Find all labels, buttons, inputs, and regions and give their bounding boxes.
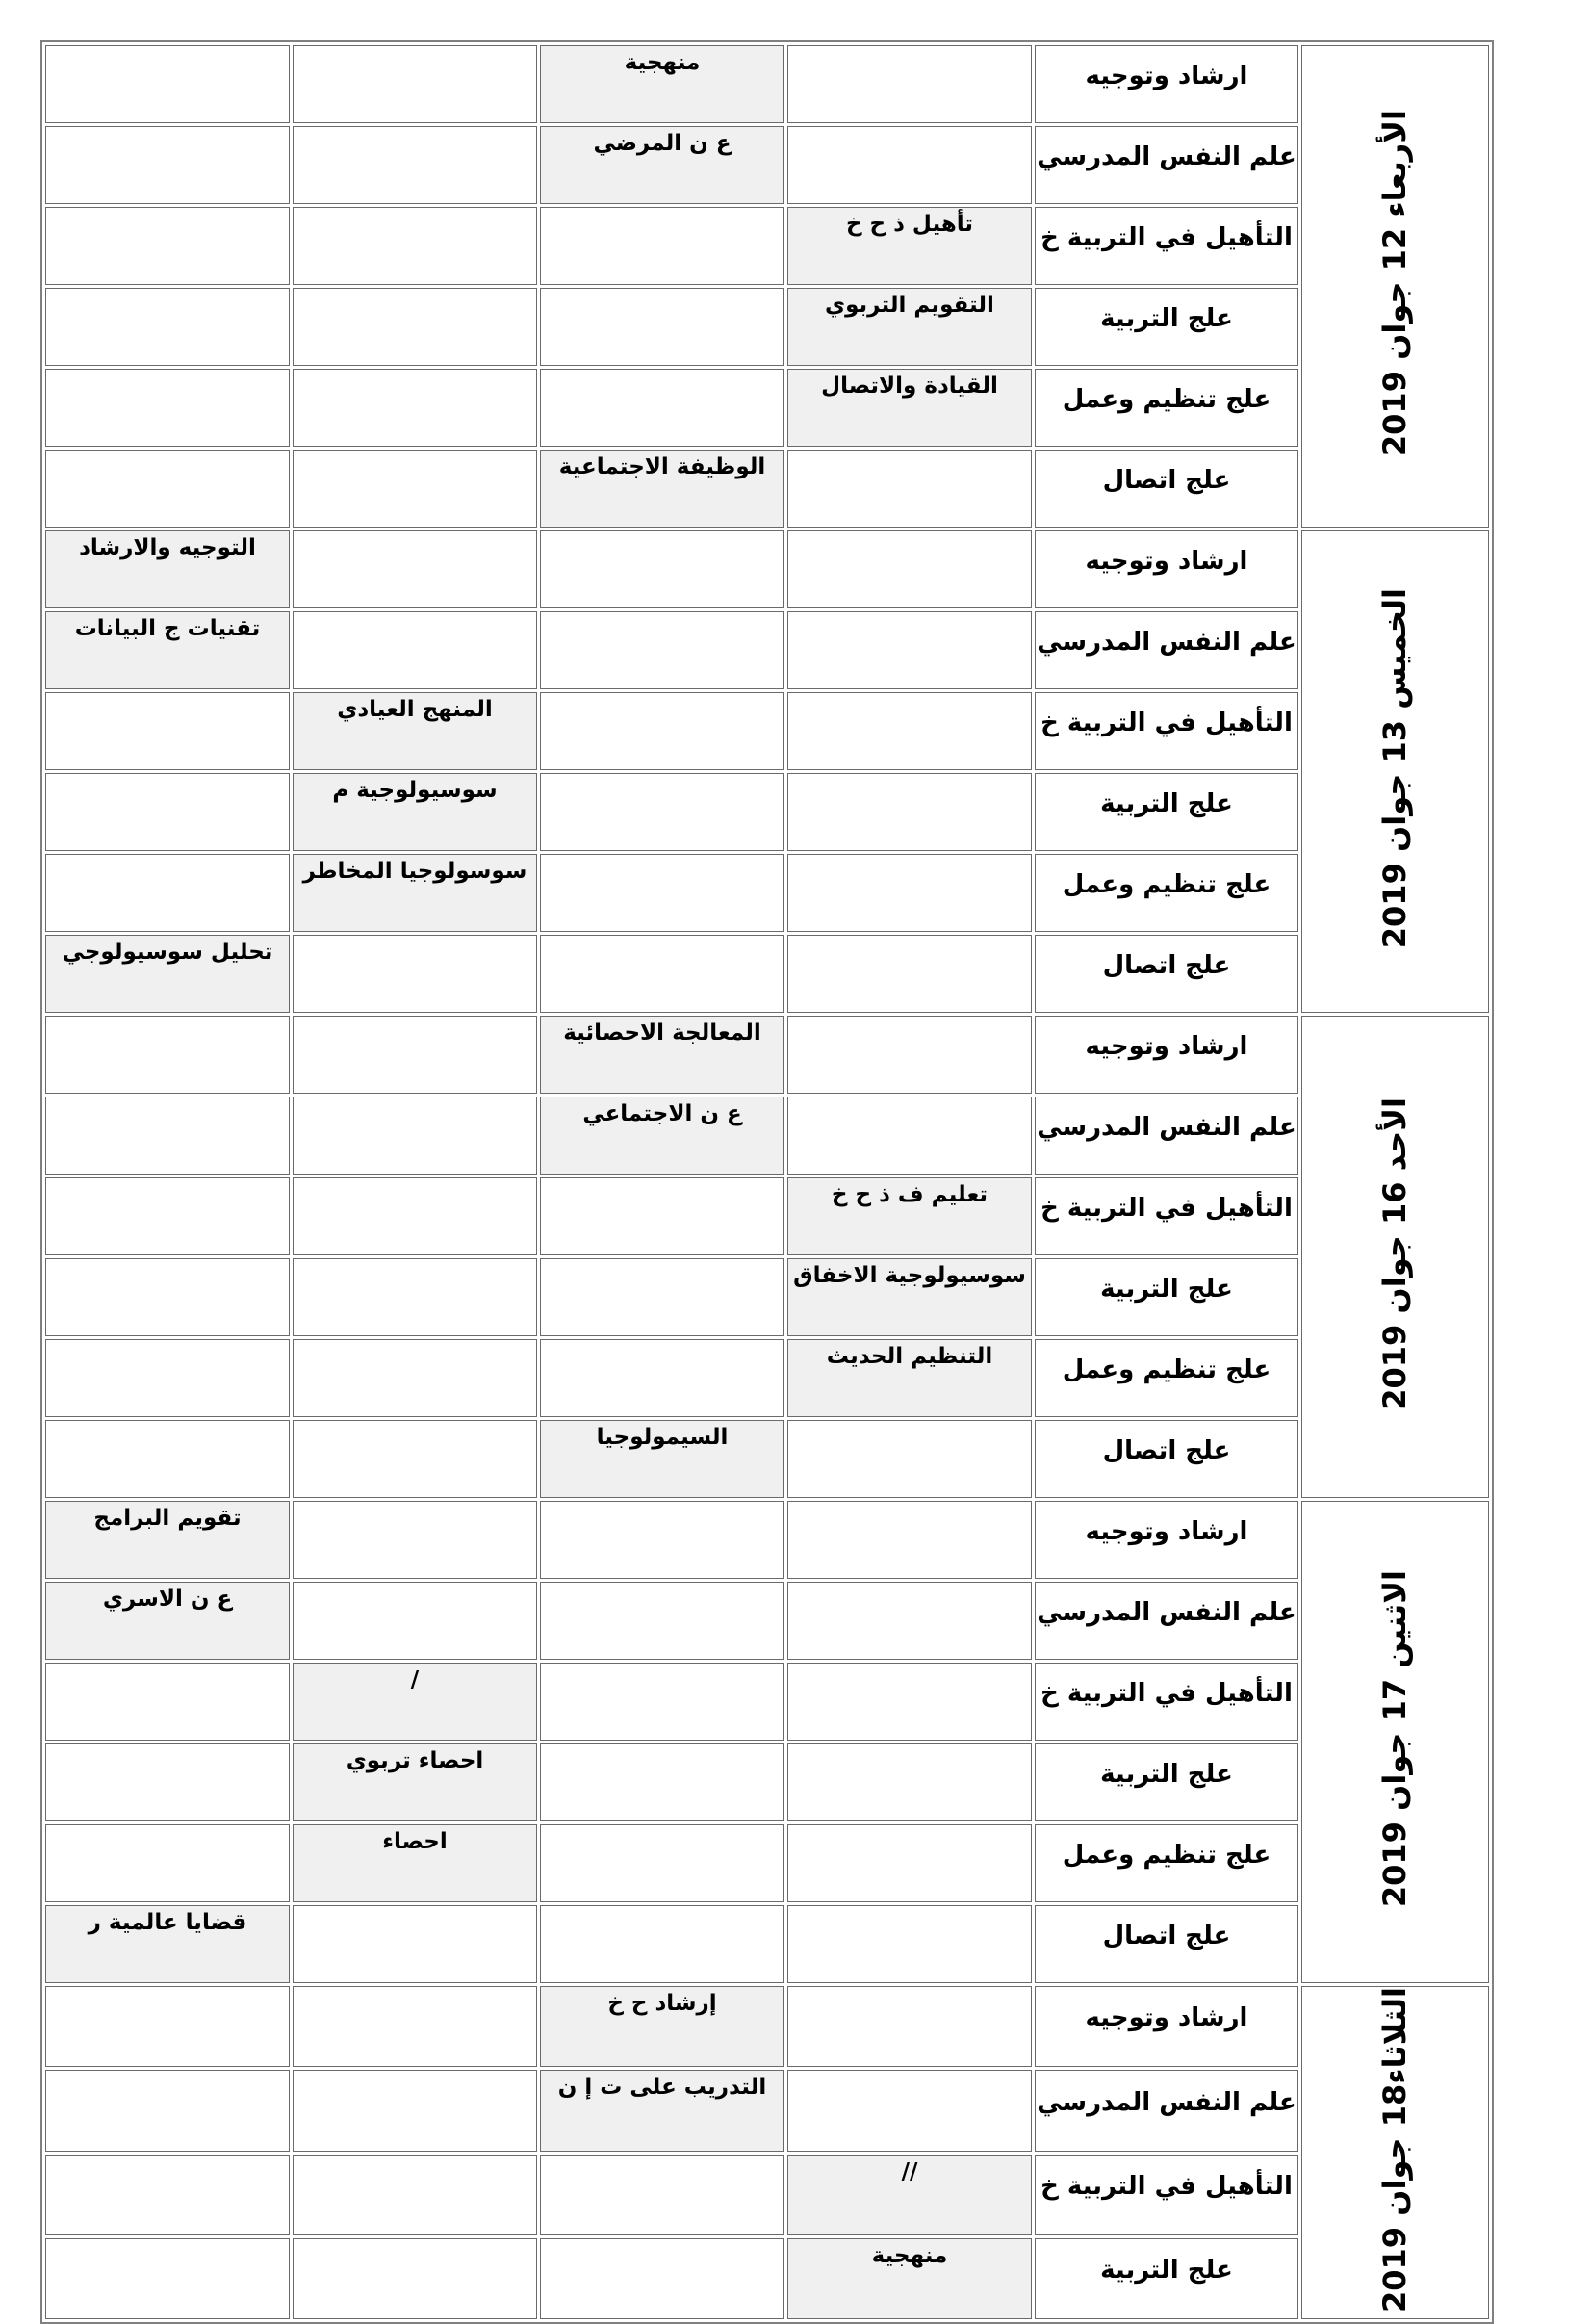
specialty-label: علج التربية xyxy=(1100,788,1233,818)
schedule-row xyxy=(45,1097,1489,1175)
exam-cell xyxy=(45,692,290,770)
specialty-label: علج اتصال xyxy=(1102,950,1231,980)
exam-cell xyxy=(45,1663,290,1741)
exam-cell xyxy=(45,450,290,528)
exam-cell xyxy=(45,45,290,123)
specialty-cell xyxy=(1035,611,1298,689)
exam-cell xyxy=(540,2238,784,2319)
exam-cell xyxy=(540,288,784,366)
schedule-row xyxy=(45,1743,1489,1821)
exam-cell: تحليل سوسيولوجي xyxy=(45,935,290,1013)
exam-cell xyxy=(787,1582,1032,1660)
exam-cell xyxy=(787,1743,1032,1821)
exam-cell xyxy=(293,207,537,285)
exam-cell xyxy=(540,1824,784,1902)
specialty-label: علج تنظيم وعمل xyxy=(1062,384,1271,414)
schedule-row xyxy=(45,1582,1489,1660)
specialty-label: ارشاد وتوجيه xyxy=(1085,1516,1248,1546)
exam-cell xyxy=(293,288,537,366)
specialty-label: علج التربية xyxy=(1100,303,1233,333)
specialty-label: علج تنظيم وعمل xyxy=(1062,1355,1271,1384)
exam-cell xyxy=(540,1743,784,1821)
exam-cell xyxy=(293,1501,537,1579)
exam-cell xyxy=(45,1258,290,1336)
exam-cell xyxy=(787,1097,1032,1175)
exam-cell xyxy=(45,854,290,932)
exam-cell: التوجيه والارشاد xyxy=(45,530,290,608)
specialty-cell xyxy=(1035,773,1298,851)
exam-cell: تعليم ف ذ ح خ xyxy=(787,1177,1032,1255)
specialty-cell xyxy=(1035,1663,1298,1741)
exam-cell: تأهيل ذ ح خ xyxy=(787,207,1032,285)
specialty-label: علم النفس المدرسي xyxy=(1037,142,1297,171)
day-label: الأحد 16 جوان 2019 xyxy=(1376,1097,1414,1410)
exam-cell xyxy=(45,1986,290,2067)
schedule-row xyxy=(45,1501,1489,1579)
schedule-row xyxy=(45,1663,1489,1741)
exam-cell: احصاء xyxy=(293,1824,537,1902)
specialty-cell xyxy=(1035,1177,1298,1255)
specialty-cell xyxy=(1035,2155,1298,2235)
specialty-cell xyxy=(1035,1339,1298,1417)
exam-cell xyxy=(787,611,1032,689)
specialty-cell xyxy=(1035,288,1298,366)
exam-cell xyxy=(540,1501,784,1579)
specialty-cell xyxy=(1035,126,1298,204)
exam-cell xyxy=(293,611,537,689)
exam-cell xyxy=(787,1905,1032,1983)
exam-cell xyxy=(540,369,784,447)
exam-cell xyxy=(293,1905,537,1983)
exam-cell xyxy=(540,1177,784,1255)
schedule-row xyxy=(45,1339,1489,1417)
specialty-label: علج اتصال xyxy=(1102,1921,1231,1950)
exam-cell xyxy=(293,530,537,608)
schedule-row xyxy=(45,1905,1489,1983)
specialty-cell xyxy=(1035,1097,1298,1175)
day-cell xyxy=(1301,1501,1489,1983)
specialty-cell xyxy=(1035,1420,1298,1498)
exam-cell xyxy=(787,126,1032,204)
exam-cell: / xyxy=(293,1663,537,1741)
exam-cell: سوسولوجيا المخاطر xyxy=(293,854,537,932)
specialty-cell xyxy=(1035,45,1298,123)
exam-cell: ع ن الاجتماعي xyxy=(540,1097,784,1175)
specialty-label: التأهيل في التربية خ xyxy=(1040,1678,1293,1708)
exam-cell xyxy=(787,2070,1032,2151)
specialty-label: التأهيل في التربية خ xyxy=(1040,222,1293,252)
exam-cell xyxy=(293,1420,537,1498)
exam-cell: منهجية xyxy=(787,2238,1032,2319)
specialty-label: علج اتصال xyxy=(1102,465,1231,495)
exam-cell xyxy=(787,1016,1032,1094)
specialty-cell xyxy=(1035,1743,1298,1821)
exam-cell: منهجية xyxy=(540,45,784,123)
specialty-label: علم النفس المدرسي xyxy=(1037,2087,1297,2117)
specialty-label: ارشاد وتوجيه xyxy=(1085,2003,1248,2033)
exam-cell xyxy=(540,2155,784,2235)
schedule-row xyxy=(45,1986,1489,2067)
exam-cell xyxy=(787,450,1032,528)
schedule-row xyxy=(45,1824,1489,1902)
exam-cell xyxy=(540,773,784,851)
exam-cell xyxy=(293,935,537,1013)
exam-cell: الوظيفة الاجتماعية xyxy=(540,450,784,528)
exam-cell xyxy=(45,2155,290,2235)
exam-cell: سوسيولوجية الاخفاق xyxy=(787,1258,1032,1336)
specialty-cell xyxy=(1035,369,1298,447)
schedule-row xyxy=(45,207,1489,285)
exam-cell xyxy=(787,1986,1032,2067)
exam-cell xyxy=(787,45,1032,123)
exam-cell xyxy=(293,126,537,204)
exam-cell: قضايا عالمية ر xyxy=(45,1905,290,1983)
exam-cell xyxy=(293,2155,537,2235)
exam-cell xyxy=(540,1663,784,1741)
day-label: الخميس 13 جوان 2019 xyxy=(1376,588,1414,949)
exam-cell: المعالجة الاحصائية xyxy=(540,1016,784,1094)
specialty-label: التأهيل في التربية خ xyxy=(1040,1193,1293,1223)
schedule-row xyxy=(45,369,1489,447)
exam-cell xyxy=(45,2238,290,2319)
specialty-label: ارشاد وتوجيه xyxy=(1085,546,1248,576)
specialty-label: علج تنظيم وعمل xyxy=(1062,1840,1271,1870)
specialty-label: علم النفس المدرسي xyxy=(1037,627,1297,657)
specialty-label: علم النفس المدرسي xyxy=(1037,1597,1297,1627)
schedule-row xyxy=(45,611,1489,689)
exam-cell xyxy=(787,1501,1032,1579)
exam-cell xyxy=(45,1097,290,1175)
day-cell xyxy=(1301,530,1489,1013)
exam-cell: ع ن المرضي xyxy=(540,126,784,204)
schedule-row xyxy=(45,854,1489,932)
exam-cell xyxy=(787,1663,1032,1741)
exam-cell: التقويم التربوي xyxy=(787,288,1032,366)
exam-cell xyxy=(540,1582,784,1660)
exam-cell xyxy=(45,1339,290,1417)
exam-cell: // xyxy=(787,2155,1032,2235)
schedule-row xyxy=(45,773,1489,851)
exam-cell xyxy=(45,1016,290,1094)
day-cell xyxy=(1301,1986,1489,2319)
schedule-row xyxy=(45,1177,1489,1255)
exam-cell: تقويم البرامج xyxy=(45,1501,290,1579)
exam-cell xyxy=(293,1582,537,1660)
exam-schedule-table xyxy=(40,40,1494,2324)
exam-cell xyxy=(787,1420,1032,1498)
specialty-cell xyxy=(1035,530,1298,608)
schedule-row xyxy=(45,288,1489,366)
schedule-row xyxy=(45,2238,1489,2319)
exam-cell xyxy=(293,1258,537,1336)
exam-cell xyxy=(45,369,290,447)
exam-cell xyxy=(45,288,290,366)
schedule-row xyxy=(45,935,1489,1013)
exam-cell xyxy=(787,530,1032,608)
day-label: الأربعاء 12 جوان 2019 xyxy=(1376,110,1414,457)
exam-cell xyxy=(45,126,290,204)
specialty-label: علج اتصال xyxy=(1102,1435,1231,1465)
exam-cell xyxy=(293,2070,537,2151)
exam-cell xyxy=(787,773,1032,851)
specialty-cell xyxy=(1035,207,1298,285)
specialty-label: ارشاد وتوجيه xyxy=(1085,61,1248,90)
day-cell xyxy=(1301,1016,1489,1498)
specialty-cell xyxy=(1035,2238,1298,2319)
exam-cell xyxy=(45,1824,290,1902)
exam-cell xyxy=(293,1339,537,1417)
specialty-label: علج التربية xyxy=(1100,1759,1233,1789)
exam-cell xyxy=(787,854,1032,932)
schedule-row xyxy=(45,1258,1489,1336)
exam-cell xyxy=(45,2070,290,2151)
day-cell xyxy=(1301,45,1489,528)
day-label: الثلاثاء18 جوان 2019 xyxy=(1376,1987,1414,2313)
exam-cell xyxy=(540,1258,784,1336)
exam-cell: المنهج العيادي xyxy=(293,692,537,770)
schedule-row xyxy=(45,2070,1489,2151)
exam-cell: إرشاد ح خ xyxy=(540,1986,784,2067)
specialty-cell xyxy=(1035,692,1298,770)
exam-cell xyxy=(45,1420,290,1498)
schedule-row xyxy=(45,1420,1489,1498)
exam-cell xyxy=(293,1177,537,1255)
exam-cell xyxy=(293,1986,537,2067)
exam-cell: تقنيات ج البيانات xyxy=(45,611,290,689)
exam-cell xyxy=(540,1905,784,1983)
specialty-label: علج تنظيم وعمل xyxy=(1062,869,1271,899)
schedule-row xyxy=(45,126,1489,204)
specialty-cell xyxy=(1035,1824,1298,1902)
exam-cell: التنظيم الحديث xyxy=(787,1339,1032,1417)
specialty-label: ارشاد وتوجيه xyxy=(1085,1031,1248,1061)
exam-cell xyxy=(45,1177,290,1255)
specialty-cell xyxy=(1035,854,1298,932)
exam-cell: ع ن الاسري xyxy=(45,1582,290,1660)
specialty-cell xyxy=(1035,1905,1298,1983)
schedule-row xyxy=(45,530,1489,608)
specialty-cell xyxy=(1035,1258,1298,1336)
exam-schedule-body xyxy=(45,45,1489,2319)
specialty-label: التأهيل في التربية خ xyxy=(1040,708,1293,737)
exam-cell: السيمولوجيا xyxy=(540,1420,784,1498)
exam-cell: التدريب على ت إ ن xyxy=(540,2070,784,2151)
specialty-label: علج التربية xyxy=(1100,2256,1233,2285)
specialty-cell xyxy=(1035,1501,1298,1579)
exam-cell xyxy=(293,2238,537,2319)
specialty-label: التأهيل في التربية خ xyxy=(1040,2171,1293,2201)
specialty-cell xyxy=(1035,935,1298,1013)
exam-cell xyxy=(540,207,784,285)
exam-cell xyxy=(787,692,1032,770)
exam-cell: سوسيولوجية م xyxy=(293,773,537,851)
specialty-cell xyxy=(1035,1986,1298,2067)
exam-cell xyxy=(540,530,784,608)
exam-cell xyxy=(45,1743,290,1821)
specialty-cell xyxy=(1035,2070,1298,2151)
exam-cell xyxy=(45,207,290,285)
specialty-cell xyxy=(1035,450,1298,528)
specialty-cell xyxy=(1035,1016,1298,1094)
exam-cell xyxy=(45,773,290,851)
exam-cell xyxy=(293,45,537,123)
exam-cell xyxy=(293,1097,537,1175)
schedule-row xyxy=(45,1016,1489,1094)
exam-cell xyxy=(540,611,784,689)
schedule-row xyxy=(45,450,1489,528)
exam-cell xyxy=(787,1824,1032,1902)
day-label: الاثنين 17 جوان 2019 xyxy=(1376,1570,1414,1908)
exam-cell xyxy=(540,1339,784,1417)
schedule-row xyxy=(45,45,1489,123)
specialty-cell xyxy=(1035,1582,1298,1660)
exam-cell: احصاء تربوي xyxy=(293,1743,537,1821)
exam-cell xyxy=(293,369,537,447)
exam-cell xyxy=(293,450,537,528)
schedule-row xyxy=(45,2155,1489,2235)
schedule-row xyxy=(45,692,1489,770)
exam-cell xyxy=(293,1016,537,1094)
exam-cell xyxy=(540,692,784,770)
specialty-label: علم النفس المدرسي xyxy=(1037,1112,1297,1142)
exam-cell: القيادة والاتصال xyxy=(787,369,1032,447)
exam-cell xyxy=(787,935,1032,1013)
specialty-label: علج التربية xyxy=(1100,1274,1233,1304)
exam-cell xyxy=(540,854,784,932)
exam-cell xyxy=(540,935,784,1013)
